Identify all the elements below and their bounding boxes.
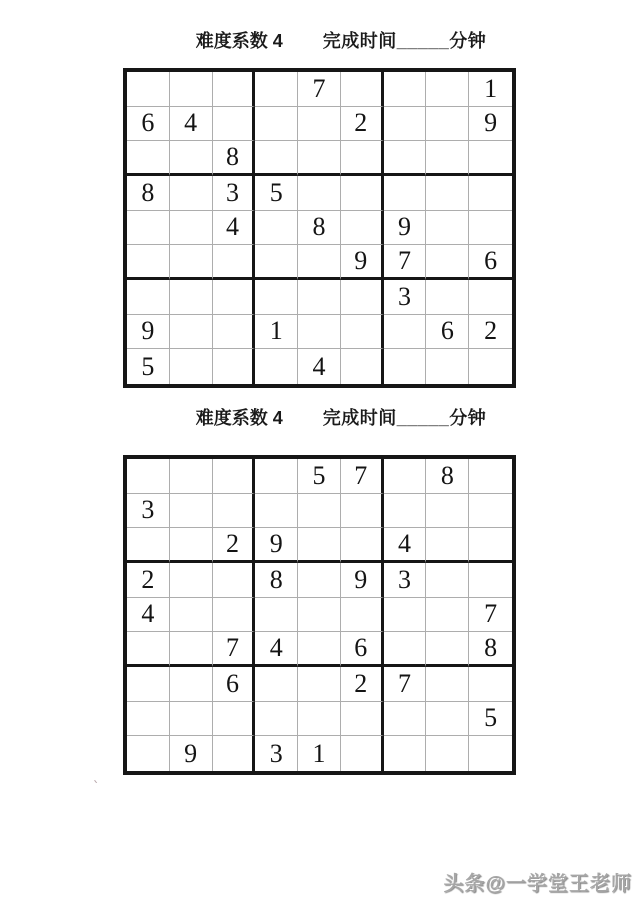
sudoku-cell <box>255 107 298 142</box>
sudoku-cell: 9 <box>255 528 298 563</box>
sudoku-cell: 6 <box>426 315 469 350</box>
sudoku-cell <box>127 211 170 246</box>
difficulty-label: 难度系数 4 <box>195 31 283 51</box>
sudoku-cell <box>469 176 512 211</box>
sudoku-cell <box>426 176 469 211</box>
sudoku-cell: 4 <box>255 632 298 667</box>
sudoku-cell <box>341 315 384 350</box>
sudoku-cell <box>170 211 213 246</box>
sudoku-cell <box>426 598 469 633</box>
sudoku-cell: 8 <box>426 459 469 494</box>
sudoku-cell <box>469 280 512 315</box>
sudoku-cell <box>384 598 427 633</box>
sudoku-cell <box>384 315 427 350</box>
sudoku-cell: 5 <box>255 176 298 211</box>
sudoku-cell: 9 <box>384 211 427 246</box>
sudoku-cell <box>341 280 384 315</box>
sudoku-cell <box>170 528 213 563</box>
sudoku-cell <box>426 702 469 737</box>
sudoku-cell <box>341 528 384 563</box>
sudoku-cell <box>469 459 512 494</box>
sudoku-cell <box>255 459 298 494</box>
sudoku-cell <box>341 702 384 737</box>
sudoku-cell: 2 <box>213 528 256 563</box>
sudoku-cell <box>426 211 469 246</box>
sudoku-cell <box>426 245 469 280</box>
sudoku-cell <box>127 667 170 702</box>
sudoku-cell <box>384 702 427 737</box>
sudoku-cell <box>170 141 213 176</box>
sudoku-cell <box>298 107 341 142</box>
sudoku-cell <box>213 245 256 280</box>
sudoku-grid-1 <box>123 68 516 388</box>
sudoku-cell <box>170 280 213 315</box>
sudoku-cell <box>426 528 469 563</box>
sudoku-cell <box>469 494 512 529</box>
sudoku-cell <box>298 494 341 529</box>
sudoku-cell <box>341 736 384 771</box>
sudoku-cell <box>170 494 213 529</box>
sudoku-cell <box>341 349 384 384</box>
sudoku-cell <box>298 702 341 737</box>
sudoku-cell: 3 <box>213 176 256 211</box>
sudoku-cell <box>384 349 427 384</box>
sudoku-cell <box>213 702 256 737</box>
sudoku-cell <box>170 667 213 702</box>
sudoku-cell <box>426 563 469 598</box>
sudoku-cell <box>213 315 256 350</box>
sudoku-cell <box>255 494 298 529</box>
sudoku-cell: 4 <box>384 528 427 563</box>
completion-time-label: 完成时间_____分钟 <box>322 408 487 428</box>
sudoku-cell <box>170 245 213 280</box>
sudoku-cell: 3 <box>384 563 427 598</box>
sudoku-cell <box>469 211 512 246</box>
sudoku-cell <box>298 176 341 211</box>
sudoku-cell <box>255 702 298 737</box>
sudoku-cell <box>255 245 298 280</box>
sudoku-cell: 3 <box>255 736 298 771</box>
sudoku-cell: 7 <box>469 598 512 633</box>
sudoku-cell: 2 <box>341 667 384 702</box>
sudoku-cell <box>298 528 341 563</box>
sudoku-cell: 4 <box>127 598 170 633</box>
sudoku-cell: 3 <box>384 280 427 315</box>
puzzle-1-header <box>0 30 640 52</box>
sudoku-cell <box>170 349 213 384</box>
sudoku-cell <box>298 598 341 633</box>
sudoku-cell <box>213 349 256 384</box>
sudoku-cell <box>127 245 170 280</box>
sudoku-cell <box>298 141 341 176</box>
sudoku-cell: 7 <box>341 459 384 494</box>
sudoku-cell <box>341 494 384 529</box>
sudoku-cell <box>426 632 469 667</box>
sudoku-cell <box>469 667 512 702</box>
sudoku-cell <box>127 459 170 494</box>
sudoku-cell <box>298 315 341 350</box>
sudoku-cell: 9 <box>341 245 384 280</box>
sudoku-cell: 7 <box>298 72 341 107</box>
sudoku-cell: 7 <box>384 667 427 702</box>
sudoku-cell <box>384 494 427 529</box>
sudoku-cell <box>170 459 213 494</box>
sudoku-cell <box>127 736 170 771</box>
puzzle-2-header <box>0 407 640 429</box>
sudoku-cell <box>298 632 341 667</box>
sudoku-cell <box>255 141 298 176</box>
sudoku-cell <box>384 736 427 771</box>
sudoku-cell <box>127 702 170 737</box>
sudoku-cell <box>341 211 384 246</box>
sudoku-cell <box>213 736 256 771</box>
sudoku-cell <box>426 280 469 315</box>
sudoku-cell <box>298 563 341 598</box>
sudoku-cell <box>426 107 469 142</box>
sudoku-cell <box>426 494 469 529</box>
sudoku-cell <box>170 632 213 667</box>
sudoku-cell <box>213 280 256 315</box>
sudoku-cell: 9 <box>469 107 512 142</box>
sudoku-cell <box>213 494 256 529</box>
sudoku-cell <box>469 349 512 384</box>
sudoku-cell: 6 <box>213 667 256 702</box>
sudoku-cell: 4 <box>213 211 256 246</box>
sudoku-cell <box>213 459 256 494</box>
sudoku-cell <box>127 280 170 315</box>
sudoku-cell: 7 <box>213 632 256 667</box>
sudoku-cell <box>469 736 512 771</box>
sudoku-cell <box>469 528 512 563</box>
sudoku-cell: 2 <box>341 107 384 142</box>
difficulty-label: 难度系数 4 <box>195 408 283 428</box>
sudoku-cell <box>170 72 213 107</box>
sudoku-cell <box>426 736 469 771</box>
sudoku-cell: 1 <box>469 72 512 107</box>
sudoku-cell <box>298 280 341 315</box>
sudoku-cell: 8 <box>127 176 170 211</box>
sudoku-cell <box>255 280 298 315</box>
sudoku-cell <box>384 72 427 107</box>
sudoku-cell: 4 <box>170 107 213 142</box>
sudoku-cell <box>341 141 384 176</box>
sudoku-cell: 5 <box>469 702 512 737</box>
sudoku-cell <box>384 459 427 494</box>
sudoku-cell <box>127 528 170 563</box>
sudoku-cell <box>469 141 512 176</box>
sudoku-cell <box>426 349 469 384</box>
sudoku-cell: 8 <box>255 563 298 598</box>
sudoku-cell: 2 <box>127 563 170 598</box>
sudoku-cell: 5 <box>127 349 170 384</box>
sudoku-cell <box>170 598 213 633</box>
sudoku-cell <box>213 72 256 107</box>
sudoku-cell: 9 <box>170 736 213 771</box>
sudoku-cell: 6 <box>469 245 512 280</box>
sudoku-cell <box>469 563 512 598</box>
sudoku-cell: 9 <box>341 563 384 598</box>
sudoku-cell <box>170 702 213 737</box>
sudoku-cell <box>298 667 341 702</box>
sudoku-cell: 6 <box>127 107 170 142</box>
sudoku-cell <box>213 598 256 633</box>
sudoku-cell <box>213 107 256 142</box>
sudoku-cell: 8 <box>298 211 341 246</box>
sudoku-cell: 8 <box>469 632 512 667</box>
sudoku-cell: 4 <box>298 349 341 384</box>
sudoku-cell <box>426 72 469 107</box>
sudoku-cell: 8 <box>213 141 256 176</box>
completion-time-label: 完成时间_____分钟 <box>322 31 487 51</box>
sudoku-cell <box>298 245 341 280</box>
sudoku-cell <box>127 632 170 667</box>
stray-mark: ` <box>92 780 101 796</box>
sudoku-cell: 6 <box>341 632 384 667</box>
sudoku-cell <box>170 315 213 350</box>
sudoku-cell <box>384 107 427 142</box>
sudoku-cell: 7 <box>384 245 427 280</box>
sudoku-cell: 1 <box>298 736 341 771</box>
sudoku-cell <box>255 211 298 246</box>
sudoku-cell <box>255 72 298 107</box>
sudoku-cell: 5 <box>298 459 341 494</box>
sudoku-cell <box>127 141 170 176</box>
sudoku-cell <box>341 176 384 211</box>
sudoku-grid-2 <box>123 455 516 775</box>
sudoku-cell <box>255 667 298 702</box>
sudoku-cell: 9 <box>127 315 170 350</box>
sudoku-cell <box>170 176 213 211</box>
sudoku-cell <box>384 176 427 211</box>
sudoku-cell <box>426 667 469 702</box>
sudoku-cell <box>426 141 469 176</box>
sudoku-cell <box>255 598 298 633</box>
sudoku-cell: 3 <box>127 494 170 529</box>
sudoku-cell <box>170 563 213 598</box>
sudoku-cell <box>127 72 170 107</box>
sudoku-cell <box>341 72 384 107</box>
sudoku-cell: 1 <box>255 315 298 350</box>
sudoku-cell <box>255 349 298 384</box>
sudoku-cell: 2 <box>469 315 512 350</box>
sudoku-cell <box>384 141 427 176</box>
sudoku-cell <box>213 563 256 598</box>
watermark-label: 头条@一学堂王老师 <box>443 873 632 895</box>
sudoku-cell <box>384 632 427 667</box>
sudoku-cell <box>341 598 384 633</box>
